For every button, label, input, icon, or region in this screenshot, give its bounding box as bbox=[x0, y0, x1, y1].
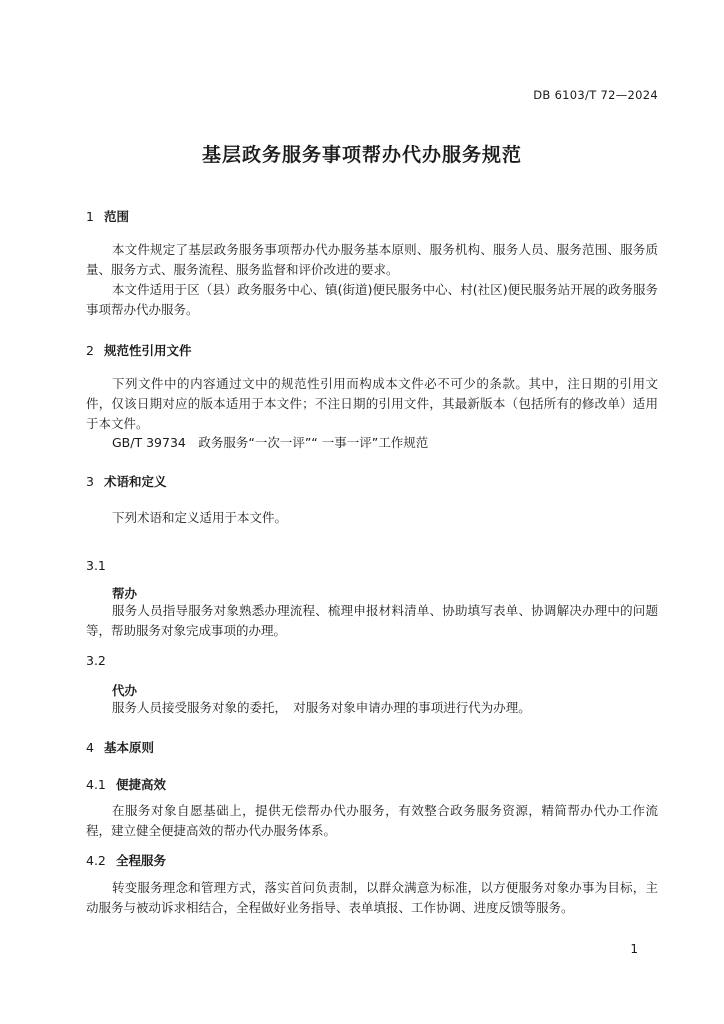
section-number: 1 bbox=[86, 209, 94, 224]
term-name: 帮办 bbox=[112, 586, 138, 601]
clause-title: 全程服务 bbox=[116, 853, 167, 868]
paragraph: 下列术语和定义适用于本文件。 bbox=[112, 510, 288, 525]
section-title: 基本原则 bbox=[104, 740, 155, 755]
term-definition: 服务人员接受服务对象的委托， 对服务对象申请办理的事项进行代为办理。 bbox=[112, 700, 531, 715]
section-1-heading bbox=[86, 207, 129, 225]
term-number: 3.1 bbox=[86, 558, 106, 573]
term-number: 3.2 bbox=[86, 653, 106, 668]
page-number: 1 bbox=[630, 942, 638, 956]
section-4-heading bbox=[86, 738, 154, 756]
clause-number: 4.2 bbox=[86, 853, 106, 868]
clause-4-1-heading bbox=[86, 775, 166, 793]
standard-code: DB 6103/T 72—2024 bbox=[533, 88, 658, 102]
clause-number: 4.1 bbox=[86, 777, 106, 792]
document-title: 基层政务服务事项帮办代办服务规范 bbox=[201, 144, 522, 166]
section-title: 术语和定义 bbox=[104, 474, 167, 489]
section-2-heading bbox=[86, 341, 192, 359]
paragraph: 本文件适用于区（县）政务服务中心、镇(街道)便民服务中心、村(社区)便民服务站开展的政务服务事项帮办代办服务。 bbox=[86, 282, 658, 317]
term-name: 代办 bbox=[112, 683, 138, 698]
section-title: 范围 bbox=[104, 209, 130, 224]
section-number: 2 bbox=[86, 343, 94, 358]
clause-4-2-heading bbox=[86, 851, 166, 869]
normative-reference: GB/T 39734 政务服务“一次一评”“ 一事一评”工作规范 bbox=[112, 435, 429, 450]
paragraph: 转变服务理念和管理方式，落实首问负责制，以群众满意为标准，以方便服务对象办事为目标，主动服务与被动诉求相结合，全程做好业务指导、表单填报、工作协调、进度反馈等服务。 bbox=[86, 880, 658, 915]
section-number: 3 bbox=[86, 474, 94, 489]
term-definition: 服务人员指导服务对象熟悉办理流程、梳理申报材料清单、协助填写表单、协调解决办理中的问题等，帮助服务对象完成事项的办理。 bbox=[86, 603, 658, 638]
section-title: 规范性引用文件 bbox=[104, 343, 192, 358]
section-number: 4 bbox=[86, 740, 94, 755]
clause-title: 便捷高效 bbox=[116, 777, 167, 792]
paragraph: 在服务对象自愿基础上，提供无偿帮办代办服务，有效整合政务服务资源，精简帮办代办工作流程，建立健全便捷高效的帮办代办服务体系。 bbox=[86, 803, 658, 838]
section-3-heading bbox=[86, 472, 167, 490]
paragraph: 下列文件中的内容通过文中的规范性引用而构成本文件必不可少的条款。其中，注日期的引用文件，仅该日期对应的版本适用于本文件；不注日期的引用文件，其最新版本（包括所有的修改单）适用于本文件。 bbox=[86, 376, 658, 431]
paragraph: 本文件规定了基层政务服务事项帮办代办服务基本原则、服务机构、服务人员、服务范围、服务质量、服务方式、服务流程、服务监督和评价改进的要求。 bbox=[86, 242, 658, 277]
